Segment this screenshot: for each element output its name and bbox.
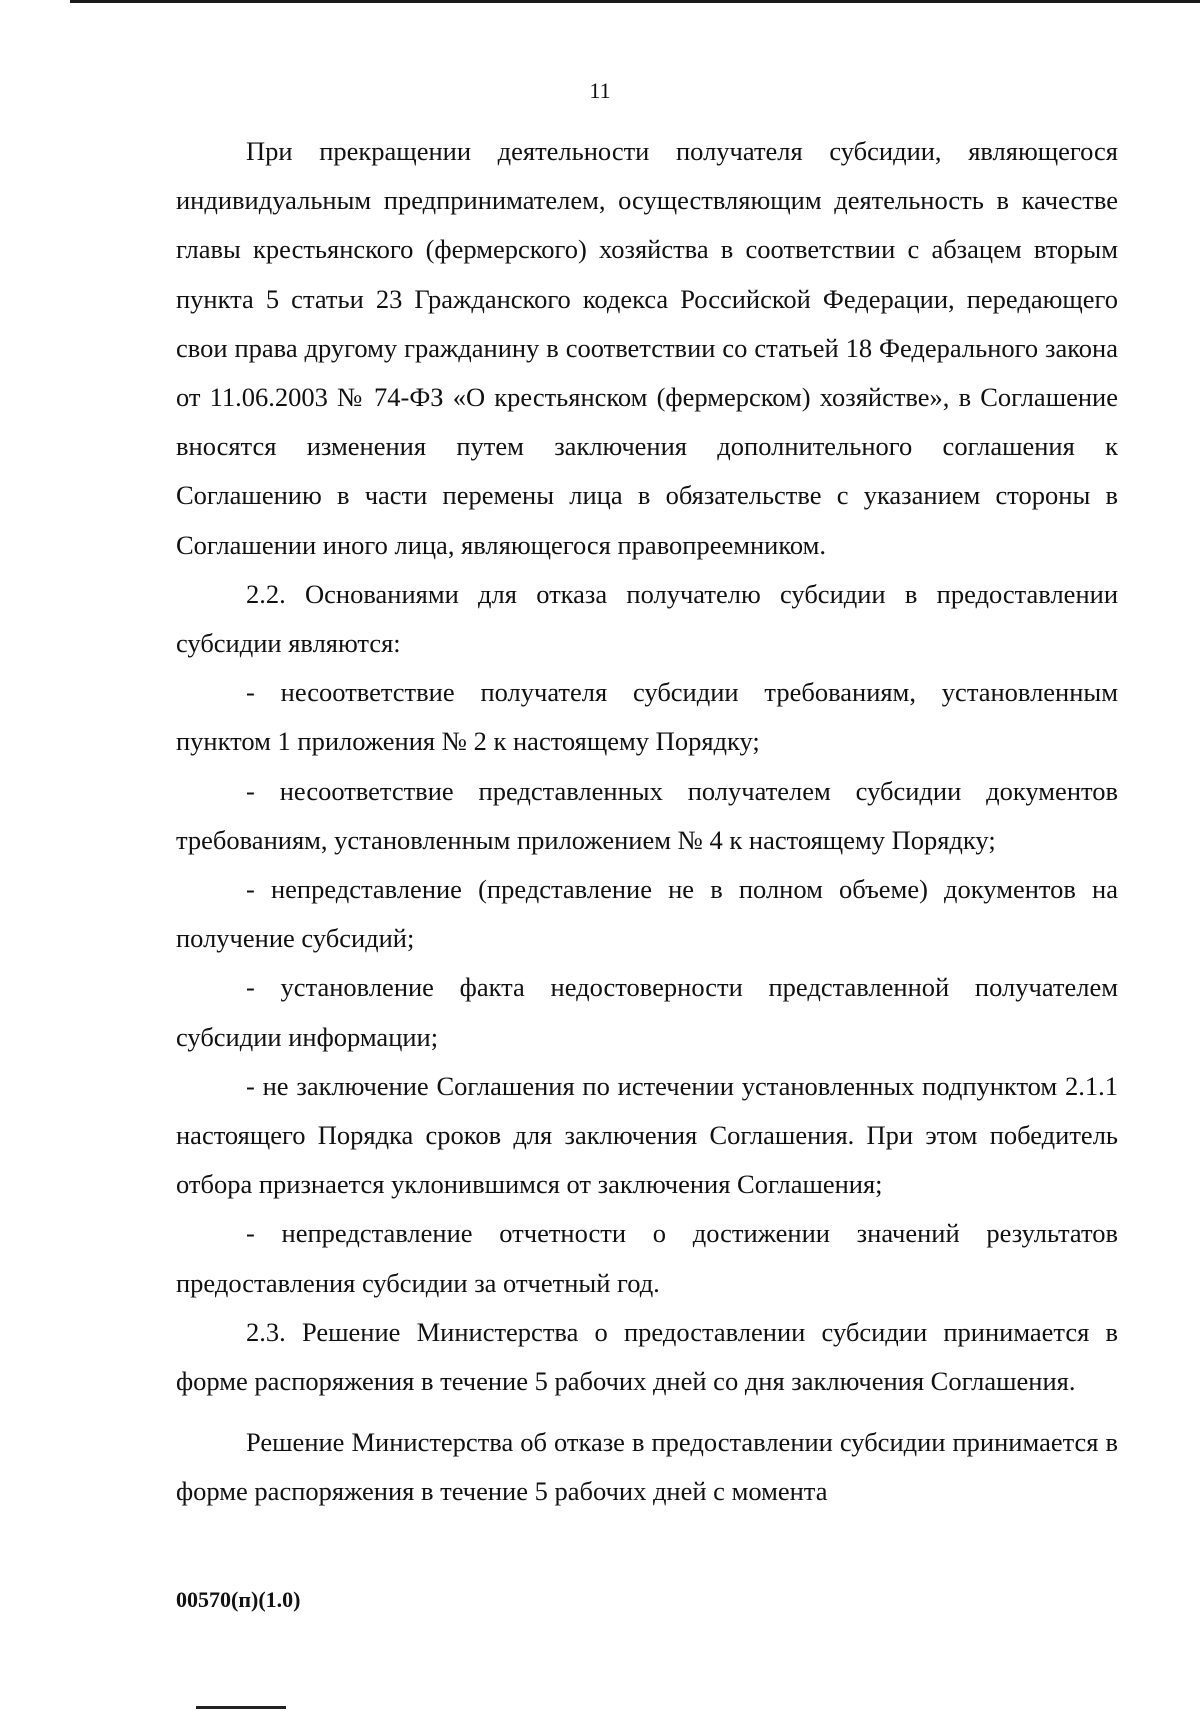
document-code: 00570(п)(1.0) <box>176 1587 301 1612</box>
list-item-documents-not-submitted: - непредставление (представление не в полном объеме) документов на получение субсидий; <box>176 874 1118 954</box>
paragraph-decision-refusal: Решение Министерства об отказе в предоставлении субсидии принимается в форме распоряжения в течение 5 рабочих дней с момента <box>176 1427 1118 1507</box>
paragraph-refusal-grounds-heading: 2.2. Основаниями для отказа получателю субсидии в предоставлении субсидии являются: <box>176 578 1118 659</box>
page-number: 11 <box>589 78 611 103</box>
list-item-requirements-mismatch: - несоответствие получателя субсидии требованиям, установленным пунктом 1 приложения № 2 к настоящему Порядку; <box>176 677 1118 757</box>
paragraph-farm-succession: При прекращении деятельности получателя субсидии, являющегося индивидуальным предпринимателем, осуществляющим деятельность в качестве главы крестьянского (фермерского) хозяйства в соответствии с абзацем вторым пункта 5 статьи 23 Гражданского кодекса Российской Федерации, передающего свои права другому гражданину в соответствии со статьей 18 Федерального закона от 11.06.2003 № 74-ФЗ «О крестьянском (фермерском) хозяйстве», в Соглашение вносятся изменения путем заключения дополнительного соглашения к Соглашению в части перемены лица в обязательстве с указанием стороны в Соглашении иного лица, являющегося правопреемником. <box>176 136 1118 560</box>
list-item-false-information: - установление факта недостоверности представленной получателем субсидии информации; <box>176 972 1118 1052</box>
list-item-no-report: - непредставление отчетности о достижении значений результатов предоставления субсидии за отчетный год. <box>176 1218 1118 1298</box>
document-body <box>176 127 1118 1517</box>
list-item-agreement-not-concluded: - не заключение Соглашения по истечении установленных подпунктом 2.1.1 настоящего Порядка сроков для заключения Соглашения. При этом победитель отбора признается уклонившимся от заключения Соглашения; <box>176 1070 1118 1200</box>
bottom-edge-rule <box>196 1706 286 1709</box>
list-item-documents-mismatch: - несоответствие представленных получателем субсидии документов требованиям, установленным приложением № 4 к настоящему Порядку; <box>176 775 1118 855</box>
top-edge-rule <box>70 0 1200 3</box>
paragraph-decision-grant: 2.3. Решение Министерства о предоставлении субсидии принимается в форме распоряжения в течение 5 рабочих дней со дня заключения Соглашения. <box>176 1316 1118 1397</box>
